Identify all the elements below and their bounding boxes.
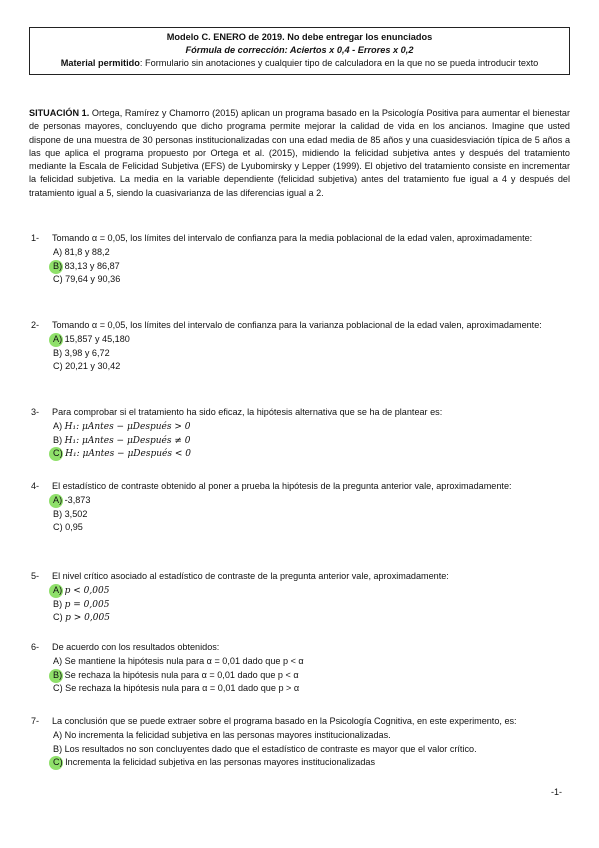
option-c[interactable]: C) 0,95: [53, 521, 83, 532]
option-b[interactable]: B) 3,502: [53, 508, 88, 519]
header-model: Modelo C. ENERO de 2019. No debe entregar los enunciados: [166, 32, 433, 42]
option-c[interactable]: C) H₁: μAntes − μDespués < 0: [53, 447, 570, 460]
question-3: [31, 406, 570, 460]
header-material-text: : Formulario sin anotaciones y cualquier tipo de calculadora en la que no se pueda introducir texto: [139, 58, 539, 68]
option-b[interactable]: B) H₁: μAntes − μDespués ≠ 0: [53, 434, 191, 446]
page-number: -1-: [551, 787, 562, 797]
question-5: [31, 570, 570, 624]
question-number: 1-: [31, 233, 40, 243]
option-b[interactable]: B) Los resultados no son concluyentes dado que el estadístico de contraste es mayor que el valor crítico.: [53, 743, 477, 754]
option-b[interactable]: B) p = 0,005: [53, 598, 110, 610]
question-number: 3-: [31, 407, 40, 417]
situation-text: [29, 107, 570, 200]
option-a[interactable]: A) Se mantiene la hipótesis nula para α = 0,01 dado que p < α: [53, 656, 304, 667]
question-1: [31, 232, 570, 286]
option-c[interactable]: C) p > 0,005: [53, 611, 110, 623]
question-2: [31, 319, 570, 373]
exam-header: [29, 27, 570, 75]
question-number: 2-: [31, 320, 40, 330]
question-7: [31, 715, 570, 769]
option-c[interactable]: C) 20,21 y 30,42: [53, 360, 121, 371]
question-text: El estadístico de contraste obtenido al poner a prueba la hipótesis de la pregunta anterior vale, aproximadamente:: [52, 481, 512, 491]
option-b[interactable]: B) 83,13 y 86,87: [53, 260, 570, 273]
option-a[interactable]: A) 81,8 y 88,2: [53, 247, 110, 258]
situation-label: SITUACIÓN 1.: [29, 108, 90, 118]
option-b[interactable]: B) Se rechaza la hipótesis nula para α = 0,01 dado que p < α: [53, 669, 570, 682]
option-c[interactable]: C) 79,64 y 90,36: [53, 273, 121, 284]
question-4: [31, 480, 570, 534]
option-c[interactable]: C) Se rechaza la hipótesis nula para α = 0,01 dado que p > α: [53, 682, 300, 693]
option-c[interactable]: C) Incrementa la felicidad subjetiva en las personas mayores institucionalizadas: [53, 756, 570, 769]
question-text: El nivel crítico asociado al estadístico de contraste de la pregunta anterior vale, aproximadamente:: [52, 571, 449, 581]
header-material-label: Material permitido: [60, 58, 140, 68]
header-material: [30, 57, 569, 70]
option-a[interactable]: A) 15,857 y 45,180: [53, 333, 570, 346]
option-b[interactable]: B) 3,98 y 6,72: [53, 347, 110, 358]
option-a[interactable]: A) H₁: μAntes − μDespués > 0: [53, 421, 191, 433]
question-text: De acuerdo con los resultados obtenidos:: [52, 642, 220, 652]
option-a[interactable]: A) -3,873: [53, 494, 570, 507]
option-a[interactable]: A) No incrementa la felicidad subjetiva en las personas mayores institucionalizadas.: [53, 730, 391, 741]
option-a[interactable]: A) p < 0,005: [53, 584, 570, 597]
question-number: 6-: [31, 642, 40, 652]
question-number: 4-: [31, 481, 40, 491]
situation-body: Ortega, Ramírez y Chamorro (2015) aplican un programa basado en la Psicología Positiva para aumentar el bienestar de personas mayores, concluyendo que dicho programa permite mejorar la calidad de vida en los ancianos. Imagine que usted dispone de una muestra de 30 personas institucionalizadas con una edad media de 85 años y una cuasidesviación típica de 5 años a las que aplica el programa propuesto por Ortega et al. (2015), midiendo la felicidad subjetiva antes y después del tratamiento mediante la Escala de Felicidad Subjetiva (EFS) de Lyubomirsky y Lepper (1999). El objetivo del tratamiento consiste en incrementar la felicidad subjetiva. La media en la variable dependiente (felicidad subjetiva) antes del tratamiento fue igual a 4 y después del tratamiento igual a 5, siendo la cuasivarianza de las diferencias igual a 2.: [29, 108, 570, 198]
header-formula: Fórmula de corrección: Aciertos x 0,4 - Errores x 0,2: [185, 45, 414, 55]
question-6: [31, 641, 570, 695]
question-text: Tomando α = 0,05, los límites del intervalo de confianza para la varianza poblacional de la edad valen, aproximadamente:: [52, 320, 542, 330]
question-number: 5-: [31, 571, 40, 581]
question-text: La conclusión que se puede extraer sobre el programa basado en la Psicología Cognitiva, en este experimento, es:: [52, 716, 517, 726]
question-text: Para comprobar si el tratamiento ha sido eficaz, la hipótesis alternativa que se ha de plantear es:: [52, 407, 443, 417]
question-number: 7-: [31, 716, 40, 726]
question-text: Tomando α = 0,05, los límites del intervalo de confianza para la media poblacional de la edad valen, aproximadamente:: [52, 233, 533, 243]
